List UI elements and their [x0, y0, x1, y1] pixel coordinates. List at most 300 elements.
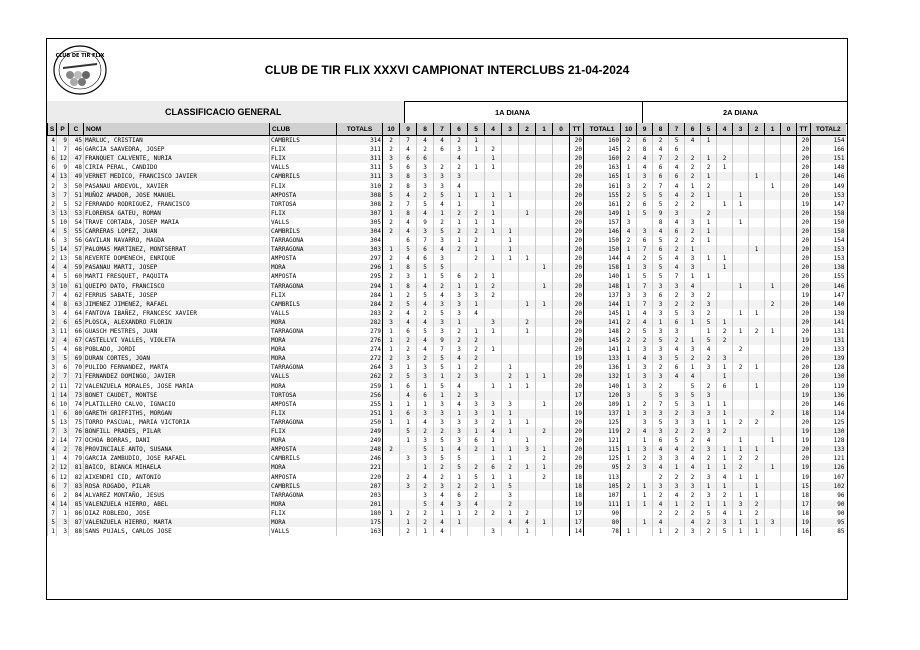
table-cell: 4: [637, 309, 653, 318]
table-cell: [553, 163, 570, 172]
table-cell: 3: [502, 491, 519, 500]
table-cell: 2: [468, 254, 485, 263]
table-cell: 19: [797, 463, 811, 472]
column-header: TOTAL2: [811, 123, 846, 136]
table-cell: 1: [383, 263, 400, 272]
table-cell: 1: [434, 372, 451, 381]
table-cell: 1: [733, 191, 749, 200]
table-cell: 2: [685, 172, 701, 181]
table-cell: 2: [621, 318, 637, 327]
table-cell: 3: [434, 318, 451, 327]
table-cell: 63: [69, 300, 84, 309]
table-cell: 6: [400, 409, 417, 418]
table-cell: 3: [685, 345, 701, 354]
table-cell: 1: [733, 518, 749, 527]
table-cell: 2: [701, 354, 717, 363]
table-cell: 1: [468, 136, 485, 146]
table-cell: [685, 145, 701, 154]
table-cell: 2: [653, 136, 669, 146]
table-cell: 1: [485, 154, 502, 163]
table-cell: 1: [621, 409, 637, 418]
table-cell: 3: [685, 400, 701, 409]
table-cell: 14: [57, 500, 69, 509]
table-cell: [553, 509, 570, 518]
table-cell: [781, 154, 797, 163]
table-cell: 1: [451, 236, 468, 245]
table-cell: [765, 218, 781, 227]
table-cell: 1: [502, 363, 519, 372]
table-cell: 6: [451, 272, 468, 281]
table-cell: 2: [637, 254, 653, 263]
table-cell: 1: [621, 382, 637, 391]
table-cell: [749, 154, 765, 163]
table-cell: 66: [69, 327, 84, 336]
table-cell: [383, 436, 400, 445]
table-cell: 4: [669, 254, 685, 263]
table-cell: 2: [701, 291, 717, 300]
column-header: 2: [519, 123, 536, 136]
table-cell: 130: [811, 427, 846, 436]
table-cell: 3: [621, 291, 637, 300]
table-cell: 5: [417, 263, 434, 272]
table-cell: 3: [637, 382, 653, 391]
table-cell: 2: [400, 291, 417, 300]
table-cell: 1: [468, 218, 485, 227]
table-cell: [536, 236, 553, 245]
table-cell: [781, 500, 797, 509]
table-cell: 3: [653, 454, 669, 463]
table-cell: 10: [57, 218, 69, 227]
sheet-header: [47, 39, 847, 102]
table-cell: 5: [653, 236, 669, 245]
table-cell: 8: [400, 181, 417, 190]
table-cell: 1: [451, 218, 468, 227]
table-cell: 1: [451, 318, 468, 327]
table-cell: 2: [653, 472, 669, 481]
table-cell: 2: [451, 136, 468, 146]
table-cell: 115: [584, 445, 621, 454]
table-cell: 90: [811, 500, 846, 509]
table-cell: 5: [57, 200, 69, 209]
table-cell: 18: [797, 491, 811, 500]
table-cell: [553, 354, 570, 363]
table-cell: 4: [653, 463, 669, 472]
table-cell: 2: [468, 227, 485, 236]
column-header: 6: [451, 123, 468, 136]
club-name: MORA: [270, 436, 337, 445]
table-cell: 3: [417, 363, 434, 372]
table-cell: 145: [584, 145, 621, 154]
table-cell: 3: [653, 427, 669, 436]
table-cell: 2: [621, 427, 637, 436]
table-cell: [765, 509, 781, 518]
table-cell: 137: [584, 409, 621, 418]
shooter-name: SANS PUJALS, CARLOS JOSE: [84, 527, 270, 536]
club-name: TARRAGONA: [270, 327, 337, 336]
table-cell: 1: [749, 518, 765, 527]
table-cell: 4: [417, 300, 434, 309]
table-cell: 2: [383, 254, 400, 263]
table-cell: 5: [653, 254, 669, 263]
table-cell: [749, 282, 765, 291]
table-cell: 2: [451, 482, 468, 491]
table-cell: [781, 391, 797, 400]
table-cell: 138: [811, 263, 846, 272]
table-cell: [781, 527, 797, 536]
table-cell: [536, 509, 553, 518]
table-cell: [502, 309, 519, 318]
table-cell: 4: [701, 436, 717, 445]
club-name: TORTOSA: [270, 391, 337, 400]
table-cell: [553, 227, 570, 236]
table-cell: [765, 400, 781, 409]
table-cell: 5: [669, 400, 685, 409]
table-cell: 50: [69, 181, 84, 190]
table-cell: [669, 518, 685, 527]
table-cell: 125: [811, 418, 846, 427]
diana2-label: 2A DIANA: [723, 108, 759, 117]
table-cell: 4: [653, 518, 669, 527]
table-cell: 2: [621, 336, 637, 345]
table-cell: 7: [653, 154, 669, 163]
table-cell: 20: [570, 200, 584, 209]
table-cell: 20: [570, 418, 584, 427]
table-cell: [553, 145, 570, 154]
table-row: [48, 436, 846, 445]
column-header: 9: [637, 123, 653, 136]
table-row: [48, 227, 846, 236]
table-cell: [765, 527, 781, 536]
table-cell: 4: [451, 354, 468, 363]
table-cell: 1: [485, 382, 502, 391]
column-header: CLUB: [270, 123, 337, 136]
table-cell: [553, 300, 570, 309]
table-row: [48, 300, 846, 309]
table-cell: [502, 209, 519, 218]
table-cell: 1: [669, 500, 685, 509]
table-cell: [733, 236, 749, 245]
table-cell: 6: [653, 291, 669, 300]
table-cell: 3: [417, 436, 434, 445]
table-cell: [502, 318, 519, 327]
table-cell: 1: [536, 445, 553, 454]
table-cell: 1: [701, 154, 717, 163]
club-name: AMPOSTA: [270, 254, 337, 263]
table-cell: 154: [811, 136, 846, 146]
table-cell: 311: [337, 172, 383, 181]
table-cell: 2: [383, 300, 400, 309]
table-cell: 1: [621, 209, 637, 218]
table-cell: 2: [685, 154, 701, 163]
table-cell: 305: [337, 218, 383, 227]
table-cell: 83: [69, 482, 84, 491]
table-cell: [485, 363, 502, 372]
table-cell: 119: [811, 382, 846, 391]
table-cell: 146: [811, 282, 846, 291]
table-cell: 3: [621, 218, 637, 227]
table-cell: [781, 291, 797, 300]
table-cell: [553, 254, 570, 263]
table-cell: 46: [69, 145, 84, 154]
table-cell: 4: [451, 445, 468, 454]
table-row: [48, 372, 846, 381]
table-cell: 1: [383, 418, 400, 427]
table-cell: 2: [536, 454, 553, 463]
table-row: [48, 236, 846, 245]
table-cell: 16: [797, 527, 811, 536]
table-cell: [781, 181, 797, 190]
shooter-name: REVERTE DOMENECH, ENRIQUE: [84, 254, 270, 263]
table-cell: 1: [685, 318, 701, 327]
table-cell: [749, 181, 765, 190]
table-cell: 1: [621, 527, 637, 536]
table-row: [48, 154, 846, 163]
table-cell: 3: [417, 172, 434, 181]
table-cell: 6: [48, 400, 57, 409]
table-cell: [765, 309, 781, 318]
club-name: VALLS: [270, 527, 337, 536]
table-cell: [781, 345, 797, 354]
table-cell: 2: [434, 163, 451, 172]
table-cell: 6: [637, 136, 653, 146]
table-cell: [519, 218, 536, 227]
table-cell: [781, 436, 797, 445]
table-cell: 3: [468, 372, 485, 381]
table-cell: 4: [451, 400, 468, 409]
table-cell: 6: [400, 382, 417, 391]
table-cell: [519, 172, 536, 181]
table-cell: 5: [502, 482, 519, 491]
table-cell: 5: [669, 354, 685, 363]
table-cell: 125: [584, 418, 621, 427]
table-cell: 2: [701, 454, 717, 463]
table-cell: 9: [653, 209, 669, 218]
table-cell: 2: [653, 491, 669, 500]
table-cell: [765, 163, 781, 172]
table-cell: 250: [337, 418, 383, 427]
table-cell: 3: [637, 263, 653, 272]
table-cell: 4: [621, 227, 637, 236]
table-cell: [485, 336, 502, 345]
table-cell: 2: [383, 227, 400, 236]
shooter-name: PALOMAS MARTINEZ, MONTSERRAT: [84, 245, 270, 254]
table-cell: [717, 191, 733, 200]
table-cell: 5: [653, 391, 669, 400]
table-cell: 119: [584, 427, 621, 436]
table-cell: 12: [57, 463, 69, 472]
table-cell: 4: [669, 191, 685, 200]
table-cell: [519, 454, 536, 463]
table-cell: [781, 309, 797, 318]
table-cell: 55: [69, 227, 84, 236]
table-cell: 4: [434, 518, 451, 527]
table-cell: [781, 354, 797, 363]
table-cell: 1: [733, 445, 749, 454]
club-name: AMPOSTA: [270, 472, 337, 481]
table-cell: 2: [717, 327, 733, 336]
table-cell: 8: [57, 300, 69, 309]
table-cell: 1: [383, 327, 400, 336]
table-cell: 259: [337, 382, 383, 391]
table-cell: 2: [669, 336, 685, 345]
table-cell: 1: [502, 445, 519, 454]
table-cell: [502, 163, 519, 172]
table-cell: 4: [451, 382, 468, 391]
table-cell: 4: [685, 136, 701, 146]
table-cell: [717, 245, 733, 254]
column-header: 5: [701, 123, 717, 136]
table-cell: [451, 263, 468, 272]
table-cell: 1: [400, 400, 417, 409]
table-cell: 5: [701, 318, 717, 327]
table-cell: 5: [434, 227, 451, 236]
table-cell: 3: [485, 400, 502, 409]
table-cell: 6: [669, 363, 685, 372]
table-cell: 158: [811, 209, 846, 218]
table-cell: [468, 318, 485, 327]
table-cell: 6: [417, 154, 434, 163]
table-cell: 1: [417, 527, 434, 536]
table-cell: [765, 372, 781, 381]
table-cell: 6: [48, 154, 57, 163]
table-cell: 4: [417, 472, 434, 481]
table-cell: 20: [797, 181, 811, 190]
table-cell: 2: [383, 136, 400, 146]
table-cell: [749, 409, 765, 418]
table-row: [48, 254, 846, 263]
table-cell: 3: [417, 454, 434, 463]
column-header: 10: [621, 123, 637, 136]
table-cell: 3: [685, 218, 701, 227]
table-cell: 1: [717, 409, 733, 418]
table-cell: [553, 518, 570, 527]
table-cell: [383, 463, 400, 472]
table-cell: 279: [337, 327, 383, 336]
table-cell: 1: [485, 445, 502, 454]
table-cell: 4: [57, 291, 69, 300]
table-cell: [502, 391, 519, 400]
table-cell: [485, 518, 502, 527]
table-cell: 5: [701, 509, 717, 518]
table-cell: 147: [811, 200, 846, 209]
table-cell: 8: [637, 145, 653, 154]
table-cell: 7: [57, 145, 69, 154]
table-cell: [781, 163, 797, 172]
table-cell: 3: [653, 372, 669, 381]
table-cell: 8: [400, 282, 417, 291]
club-name: FLIX: [270, 291, 337, 300]
table-cell: 19: [797, 472, 811, 481]
table-cell: 6: [48, 163, 57, 172]
table-cell: [781, 445, 797, 454]
table-cell: 2: [417, 518, 434, 527]
table-cell: 2: [621, 136, 637, 146]
table-cell: 264: [337, 363, 383, 372]
table-cell: [749, 145, 765, 154]
table-cell: [621, 418, 637, 427]
table-cell: [717, 145, 733, 154]
table-row: [48, 145, 846, 154]
table-cell: [765, 418, 781, 427]
table-cell: 2: [536, 427, 553, 436]
table-cell: 3: [637, 227, 653, 236]
table-cell: 4: [685, 518, 701, 527]
column-header: 1: [765, 123, 781, 136]
table-row: [48, 427, 846, 436]
table-cell: 3: [468, 409, 485, 418]
table-cell: [749, 263, 765, 272]
table-cell: [781, 254, 797, 263]
table-cell: [553, 236, 570, 245]
table-cell: [553, 363, 570, 372]
table-cell: [519, 482, 536, 491]
table-cell: [749, 336, 765, 345]
table-cell: 4: [48, 172, 57, 181]
table-row: [48, 209, 846, 218]
table-cell: 3: [434, 236, 451, 245]
shooter-name: PLOSCA, ALEXANDRO FLORIN: [84, 318, 270, 327]
table-cell: [553, 136, 570, 146]
table-cell: 1: [733, 309, 749, 318]
table-cell: 1: [502, 409, 519, 418]
shooter-name: AIXENDRI CID, ANTONIO: [84, 472, 270, 481]
table-cell: [536, 336, 553, 345]
table-cell: 4: [653, 500, 669, 509]
table-cell: 5: [434, 354, 451, 363]
table-cell: 2: [669, 291, 685, 300]
table-cell: 4: [717, 509, 733, 518]
table-cell: 2: [749, 509, 765, 518]
table-cell: [765, 191, 781, 200]
club-name: TARRAGONA: [270, 245, 337, 254]
table-cell: 2: [733, 418, 749, 427]
table-cell: 2: [48, 181, 57, 190]
table-cell: [765, 245, 781, 254]
results-sheet: [46, 38, 848, 600]
table-cell: [781, 363, 797, 372]
table-row: [48, 491, 846, 500]
table-cell: 1: [502, 236, 519, 245]
table-cell: 1: [536, 282, 553, 291]
table-cell: [701, 200, 717, 209]
table-cell: [733, 372, 749, 381]
table-cell: 3: [451, 500, 468, 509]
table-cell: 4: [468, 309, 485, 318]
table-cell: 144: [584, 254, 621, 263]
table-cell: 1: [733, 200, 749, 209]
table-cell: 76: [69, 427, 84, 436]
table-cell: [765, 354, 781, 363]
table-cell: 2: [621, 154, 637, 163]
table-cell: 4: [434, 491, 451, 500]
column-header: TT: [797, 123, 811, 136]
table-cell: 2: [417, 145, 434, 154]
table-cell: [733, 382, 749, 391]
table-cell: 109: [584, 400, 621, 409]
column-header: 7: [669, 123, 685, 136]
table-cell: 121: [584, 436, 621, 445]
table-cell: 1: [701, 236, 717, 245]
table-cell: 6: [400, 154, 417, 163]
table-row: [48, 445, 846, 454]
table-cell: 1: [717, 445, 733, 454]
table-cell: 7: [653, 181, 669, 190]
table-cell: 19: [797, 336, 811, 345]
table-cell: 20: [570, 163, 584, 172]
table-cell: [485, 500, 502, 509]
table-cell: 12: [57, 472, 69, 481]
table-cell: 5: [417, 327, 434, 336]
